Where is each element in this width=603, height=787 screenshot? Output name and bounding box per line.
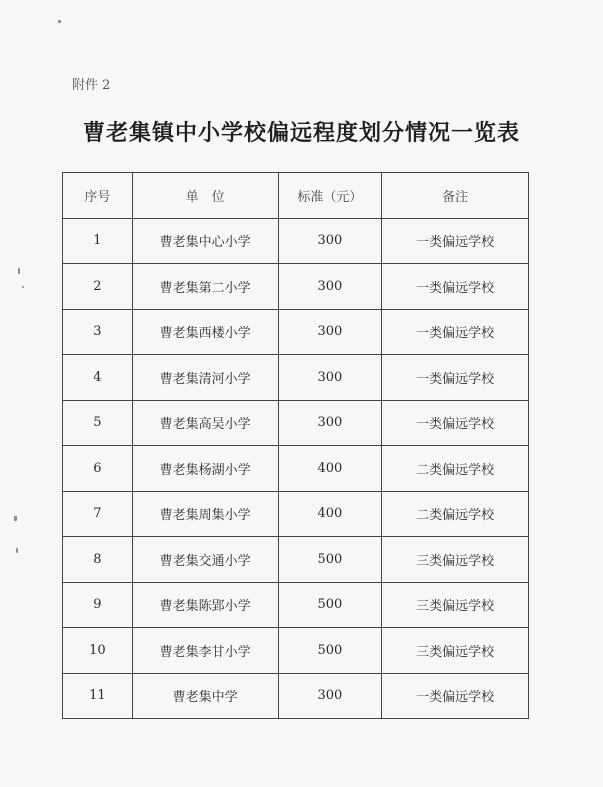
table-row xyxy=(63,309,529,355)
cell-standard: 300 xyxy=(278,673,382,719)
cell-index: 5 xyxy=(63,400,133,446)
table-row xyxy=(63,628,529,674)
cell-remarks: 三类偏远学校 xyxy=(382,628,529,674)
header-standard: 标准（元） xyxy=(278,173,382,219)
cell-remarks: 一类偏远学校 xyxy=(382,309,529,355)
table-row xyxy=(63,264,529,310)
header-remarks: 备注 xyxy=(382,173,529,219)
attachment-label: 附件 2 xyxy=(72,78,111,93)
cell-index: 8 xyxy=(63,537,133,583)
cell-standard: 300 xyxy=(278,309,382,355)
cell-standard: 400 xyxy=(278,491,382,537)
table-header-row xyxy=(63,173,529,219)
table-row xyxy=(63,491,529,537)
page-title: 曹老集镇中小学校偏远程度划分情况一览表 xyxy=(82,120,520,146)
table-row xyxy=(63,218,529,264)
cell-unit: 曹老集李甘小学 xyxy=(132,628,278,674)
scan-speck xyxy=(58,20,61,23)
table-row xyxy=(63,537,529,583)
cell-standard: 300 xyxy=(278,264,382,310)
table-row xyxy=(63,673,529,719)
table-row xyxy=(63,355,529,401)
cell-unit: 曹老集清河小学 xyxy=(132,355,278,401)
cell-remarks: 二类偏远学校 xyxy=(382,446,529,492)
table-row xyxy=(63,400,529,446)
cell-index: 1 xyxy=(63,218,133,264)
cell-remarks: 三类偏远学校 xyxy=(382,582,529,628)
cell-index: 6 xyxy=(63,446,133,492)
cell-remarks: 一类偏远学校 xyxy=(382,218,529,264)
header-index: 序号 xyxy=(63,173,133,219)
cell-standard: 300 xyxy=(278,355,382,401)
cell-unit: 曹老集中学 xyxy=(132,673,278,719)
cell-index: 10 xyxy=(63,628,133,674)
scan-speck xyxy=(16,548,18,553)
school-remoteness-table xyxy=(62,172,529,719)
header-unit: 单 位 xyxy=(132,173,278,219)
cell-index: 7 xyxy=(63,491,133,537)
cell-standard: 500 xyxy=(278,582,382,628)
cell-unit: 曹老集交通小学 xyxy=(132,537,278,583)
cell-unit: 曹老集中心小学 xyxy=(132,218,278,264)
cell-remarks: 一类偏远学校 xyxy=(382,355,529,401)
cell-index: 3 xyxy=(63,309,133,355)
cell-unit: 曹老集第二小学 xyxy=(132,264,278,310)
scan-speck xyxy=(22,286,24,288)
cell-index: 2 xyxy=(63,264,133,310)
cell-standard: 500 xyxy=(278,537,382,583)
cell-standard: 400 xyxy=(278,446,382,492)
cell-unit: 曹老集陈郢小学 xyxy=(132,582,278,628)
cell-remarks: 一类偏远学校 xyxy=(382,673,529,719)
table-row xyxy=(63,582,529,628)
cell-standard: 500 xyxy=(278,628,382,674)
cell-index: 11 xyxy=(63,673,133,719)
cell-standard: 300 xyxy=(278,218,382,264)
cell-remarks: 二类偏远学校 xyxy=(382,491,529,537)
cell-unit: 曹老集高吴小学 xyxy=(132,400,278,446)
cell-unit: 曹老集周集小学 xyxy=(132,491,278,537)
table-row xyxy=(63,446,529,492)
cell-index: 9 xyxy=(63,582,133,628)
cell-remarks: 一类偏远学校 xyxy=(382,264,529,310)
cell-standard: 300 xyxy=(278,400,382,446)
cell-remarks: 三类偏远学校 xyxy=(382,537,529,583)
scan-speck xyxy=(14,516,17,521)
scan-speck xyxy=(18,268,20,274)
cell-unit: 曹老集西楼小学 xyxy=(132,309,278,355)
cell-remarks: 一类偏远学校 xyxy=(382,400,529,446)
cell-index: 4 xyxy=(63,355,133,401)
cell-unit: 曹老集杨湖小学 xyxy=(132,446,278,492)
